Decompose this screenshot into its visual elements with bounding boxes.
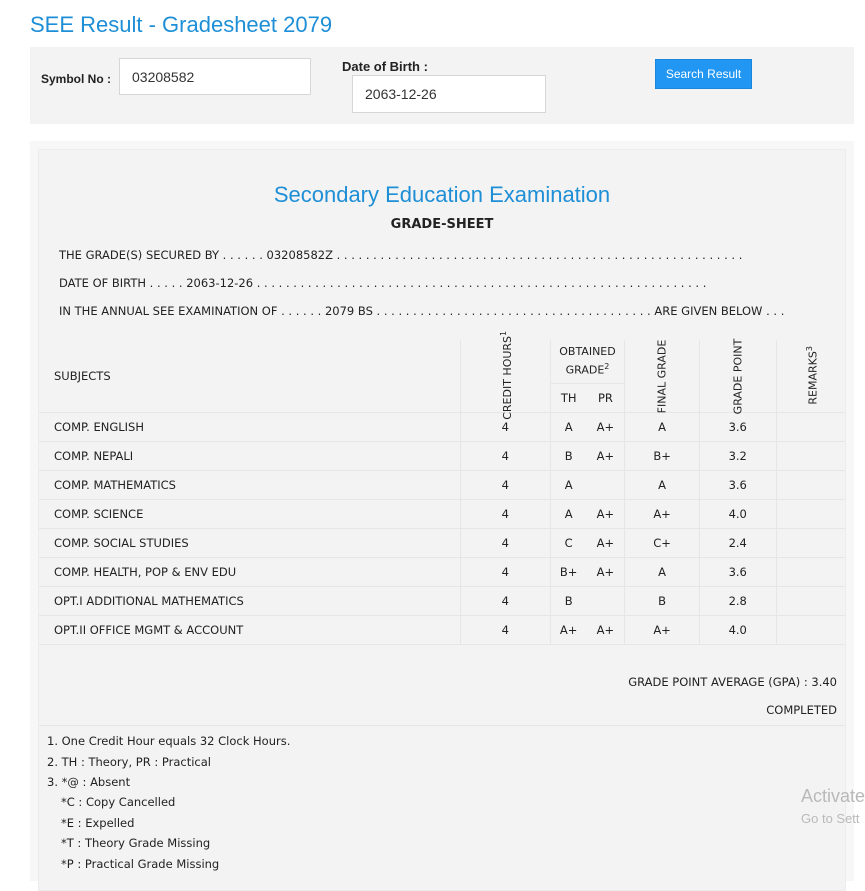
cell-remarks <box>776 529 845 558</box>
header-obtained-grade-label: OBTAINED GRADE <box>559 345 616 378</box>
cell-grade-point: 2.8 <box>699 587 776 616</box>
cell-remarks <box>776 471 845 500</box>
cell-th: B <box>550 442 586 471</box>
cell-th: A+ <box>550 616 586 645</box>
table-row <box>39 413 845 442</box>
table-row <box>39 442 845 471</box>
cell-th: A <box>550 413 586 442</box>
note-absent: 3. *@ : Absent <box>47 775 131 789</box>
cell-th: B+ <box>550 558 586 587</box>
cell-pr <box>587 471 625 500</box>
page-title: SEE Result - Gradesheet 2079 <box>30 12 333 37</box>
note-practical-missing: *P : Practical Grade Missing <box>61 857 220 871</box>
cell-pr: A+ <box>587 616 625 645</box>
cell-final-grade: A+ <box>625 616 700 645</box>
cell-credit-hours: 4 <box>460 471 550 500</box>
table-row <box>39 500 845 529</box>
header-remarks-label: REMARKS <box>806 351 820 405</box>
cell-final-grade: C+ <box>625 529 700 558</box>
table-row <box>39 587 845 616</box>
header-credit-hours-sup: 1 <box>498 331 508 337</box>
cell-subject: COMP. ENGLISH <box>39 413 460 442</box>
info-line-exam <box>59 304 784 318</box>
cell-pr: A+ <box>587 413 625 442</box>
note-theory-missing: *T : Theory Grade Missing <box>61 836 211 850</box>
info-line-name-dots: . . . . . . . . . . . . . . . . . . . . . . . . . . . . . . . . . . . . . . . . . . . . . . . . . . . . . . . . <box>336 248 743 262</box>
cell-th: A <box>550 471 586 500</box>
header-th: TH <box>550 383 586 412</box>
note-th-pr: 2. TH : Theory, PR : Practical <box>47 755 211 769</box>
activation-watermark-subtitle: Go to Sett <box>801 811 860 826</box>
cell-final-grade: A <box>625 471 700 500</box>
cell-subject: OPT.I ADDITIONAL MATHEMATICS <box>39 587 460 616</box>
cell-credit-hours: 4 <box>460 558 550 587</box>
table-row <box>39 616 845 645</box>
cell-credit-hours: 4 <box>460 616 550 645</box>
grade-table-body <box>39 413 845 645</box>
table-header-row <box>39 340 845 383</box>
info-line-exam-prefix: IN THE ANNUAL SEE EXAMINATION OF . . . . . . <box>59 304 322 318</box>
exam-heading: Secondary Education Examination <box>273 182 611 207</box>
cell-remarks <box>776 442 845 471</box>
header-pr: PR <box>587 383 625 412</box>
notes-divider <box>39 725 845 726</box>
cell-subject: COMP. HEALTH, POP & ENV EDU <box>39 558 460 587</box>
header-obtained-grade-sup: 2 <box>604 362 610 372</box>
gpa-summary: GRADE POINT AVERAGE (GPA) : 3.40 <box>628 675 837 689</box>
search-result-button[interactable]: Search Result <box>655 59 752 89</box>
cell-credit-hours: 4 <box>460 442 550 471</box>
header-credit-hours-label: CREDIT HOURS <box>500 336 514 420</box>
cell-final-grade: A <box>625 413 700 442</box>
header-remarks-sup: 3 <box>804 346 814 352</box>
note-credit-hour: 1. One Credit Hour equals 32 Clock Hours. <box>47 734 291 748</box>
info-line-exam-dots: . . . . . . . . . . . . . . . . . . . . . . . . . . . . . . . . . . . . . . <box>376 304 651 318</box>
cell-grade-point: 2.4 <box>699 529 776 558</box>
dob-input[interactable] <box>352 75 546 113</box>
result-status: COMPLETED <box>766 703 837 717</box>
header-grade-point <box>699 340 776 413</box>
symbol-label: Symbol No : <box>41 72 112 86</box>
cell-grade-point: 3.2 <box>699 442 776 471</box>
cell-credit-hours: 4 <box>460 529 550 558</box>
cell-th: C <box>550 529 586 558</box>
cell-grade-point: 3.6 <box>699 413 776 442</box>
cell-pr: A+ <box>587 500 625 529</box>
dob-label: Date of Birth : <box>342 59 428 74</box>
info-line-dob <box>59 276 706 290</box>
cell-grade-point: 3.6 <box>699 471 776 500</box>
gradesheet <box>38 149 846 891</box>
cell-pr <box>587 587 625 616</box>
cell-remarks <box>776 587 845 616</box>
cell-th: A <box>550 500 586 529</box>
header-obtained-grade <box>550 340 625 383</box>
cell-pr: A+ <box>587 442 625 471</box>
table-row <box>39 471 845 500</box>
activation-watermark-title: Activate <box>801 786 865 806</box>
cell-grade-point: 3.6 <box>699 558 776 587</box>
cell-credit-hours: 4 <box>460 587 550 616</box>
cell-subject: COMP. NEPALI <box>39 442 460 471</box>
info-line-name <box>59 248 742 262</box>
grade-table <box>39 331 845 645</box>
cell-credit-hours: 4 <box>460 500 550 529</box>
cell-final-grade: B <box>625 587 700 616</box>
cell-remarks <box>776 558 845 587</box>
search-panel <box>30 47 854 124</box>
header-final-grade-label: FINAL GRADE <box>655 339 669 414</box>
dob-value: 2063-12-26 <box>186 276 254 290</box>
info-line-dob-dots: . . . . . . . . . . . . . . . . . . . . . . . . . . . . . . . . . . . . . . . . . . . . . . . . . . . . . . . . . . . . . . <box>256 276 707 290</box>
cell-credit-hours: 4 <box>460 413 550 442</box>
cell-final-grade: A <box>625 558 700 587</box>
symbol-value: 03208582Z <box>266 248 333 262</box>
table-row <box>39 558 845 587</box>
gradesheet-container <box>30 141 854 881</box>
header-credit-hours-text <box>498 331 513 420</box>
header-subjects: SUBJECTS <box>39 340 460 413</box>
table-row <box>39 529 845 558</box>
info-line-name-prefix: THE GRADE(S) SECURED BY . . . . . . <box>59 248 263 262</box>
info-line-exam-suffix: ARE GIVEN BELOW . . . <box>654 304 785 318</box>
cell-final-grade: B+ <box>625 442 700 471</box>
cell-remarks <box>776 616 845 645</box>
cell-subject: COMP. SCIENCE <box>39 500 460 529</box>
cell-subject: COMP. MATHEMATICS <box>39 471 460 500</box>
note-copy-cancelled: *C : Copy Cancelled <box>61 795 176 809</box>
header-credit-hours <box>460 331 550 420</box>
cell-remarks <box>776 500 845 529</box>
gradesheet-subheading: GRADE-SHEET <box>390 217 494 232</box>
cell-subject: COMP. SOCIAL STUDIES <box>39 529 460 558</box>
header-remarks <box>776 340 845 413</box>
cell-grade-point: 4.0 <box>699 500 776 529</box>
header-remarks-text <box>803 346 818 405</box>
cell-remarks <box>776 413 845 442</box>
cell-pr: A+ <box>587 529 625 558</box>
symbol-input[interactable] <box>119 58 311 95</box>
exam-year-value: 2079 BS <box>324 304 373 318</box>
cell-grade-point: 4.0 <box>699 616 776 645</box>
header-final-grade <box>625 340 700 413</box>
cell-th: B <box>550 587 586 616</box>
note-expelled: *E : Expelled <box>61 816 135 830</box>
cell-pr: A+ <box>587 558 625 587</box>
cell-final-grade: A+ <box>625 500 700 529</box>
info-line-dob-prefix: DATE OF BIRTH . . . . . <box>59 276 183 290</box>
cell-subject: OPT.II OFFICE MGMT & ACCOUNT <box>39 616 460 645</box>
header-grade-point-label: GRADE POINT <box>731 338 745 415</box>
